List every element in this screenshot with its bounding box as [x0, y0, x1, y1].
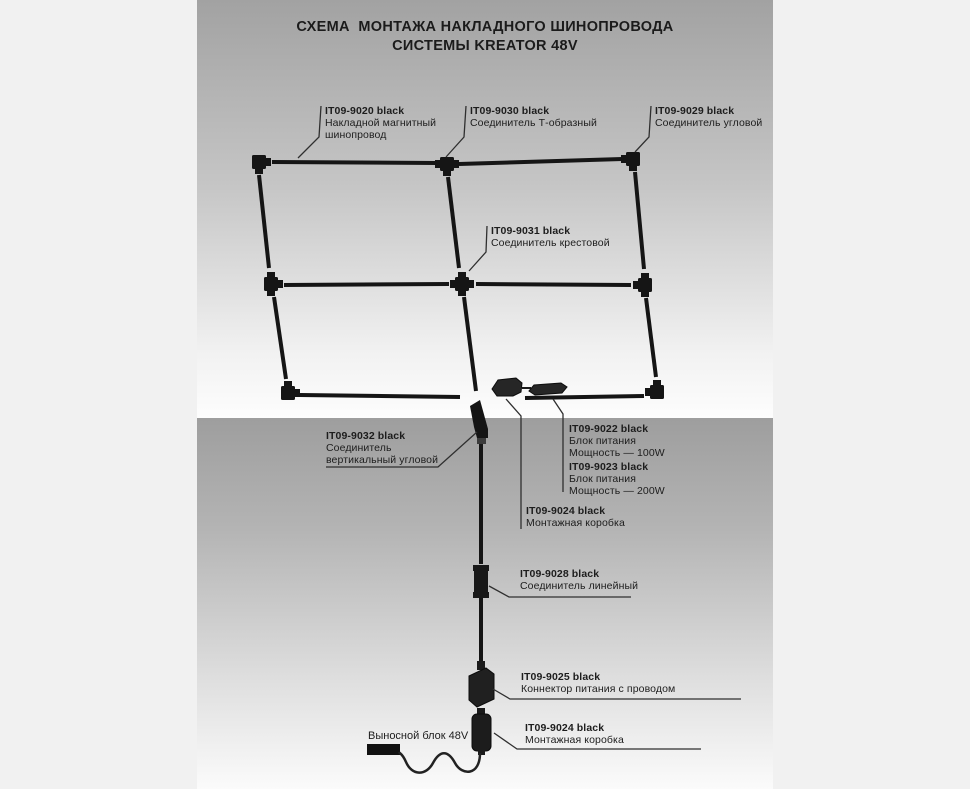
label-it09-9020 [325, 105, 436, 141]
part-description: Монтажная коробка [525, 734, 624, 746]
label-remote-block: Выносной блок 48V [368, 730, 469, 742]
label-it09-9028 [520, 568, 638, 592]
part-description: Блок питания [569, 473, 636, 485]
part-description: вертикальный угловой [326, 454, 439, 466]
part-number: IT09-9031 black [491, 225, 571, 237]
part-number: IT09-9028 black [520, 568, 600, 580]
label-it09-9032 [326, 430, 438, 466]
part-number: IT09-9024 black [526, 505, 606, 517]
part-number: IT09-9023 black [569, 461, 649, 473]
title-line1: СХЕМА МОНТАЖА НАКЛАДНОГО ШИНОПРОВОДА [296, 19, 674, 35]
leader-9030 [446, 106, 466, 157]
power-supply-unit [529, 383, 567, 395]
part-description: Соединитель Т-образный [470, 117, 597, 129]
remote-driver-block [367, 744, 480, 773]
label-it09-9023 [569, 461, 665, 497]
part-number: IT09-9032 black [326, 430, 406, 442]
leader-9029 [635, 106, 651, 152]
part-number: IT09-9029 black [655, 105, 735, 117]
leader-9020 [298, 106, 321, 158]
linear-connector [473, 565, 489, 598]
part-number: IT09-9022 black [569, 423, 649, 435]
corner-connector-bottom-right [645, 380, 664, 399]
part-number: IT09-9024 black [525, 722, 605, 734]
corner-connector-bottom-left [281, 381, 300, 400]
part-description: Мощность — 100W [569, 447, 665, 459]
part-description: Накладной магнитный [325, 117, 437, 129]
part-description: Монтажная коробка [526, 517, 625, 529]
part-description: Блок питания [569, 435, 636, 447]
mounting-box-bottom [472, 708, 491, 755]
part-description: Соединитель крестовой [491, 237, 610, 249]
label-it09-9024-bottom [525, 722, 624, 746]
part-number: IT09-9020 black [325, 105, 405, 117]
part-description: Соединитель [326, 442, 392, 454]
t-connector-middle-left [264, 272, 283, 296]
t-connector-top [435, 157, 459, 176]
mounting-box-ceiling [492, 378, 531, 396]
label-it09-9031 [491, 225, 610, 249]
label-it09-9025 [521, 671, 675, 695]
cross-connector [450, 272, 474, 296]
corner-connector-top-left [252, 155, 271, 174]
corner-connector-top-right [621, 152, 640, 171]
leader-9024-mid [506, 399, 521, 529]
part-description: шинопровод [325, 129, 387, 141]
part-description: Коннектор питания с проводом [521, 683, 676, 695]
part-description: Соединитель угловой [655, 117, 763, 129]
leader-9031 [469, 226, 487, 271]
part-number: IT09-9030 black [470, 105, 550, 117]
vertical-corner-connector [470, 400, 488, 444]
leader-lines [298, 106, 741, 749]
label-it09-9022 [569, 423, 665, 459]
t-connector-middle-right [633, 273, 652, 297]
title-line2: СИСТЕМЫ KREATOR 48V [392, 38, 578, 54]
label-it09-9030 [470, 105, 597, 129]
label-it09-9029 [655, 105, 762, 129]
leader-9022-9023 [553, 399, 563, 492]
part-description: Мощность — 200W [569, 485, 665, 497]
power-cord [399, 752, 480, 773]
part-number: IT09-9025 black [521, 671, 601, 683]
power-feed-connector [469, 661, 494, 707]
part-description: Соединитель линейный [520, 580, 639, 592]
label-it09-9024-mid [526, 505, 625, 529]
